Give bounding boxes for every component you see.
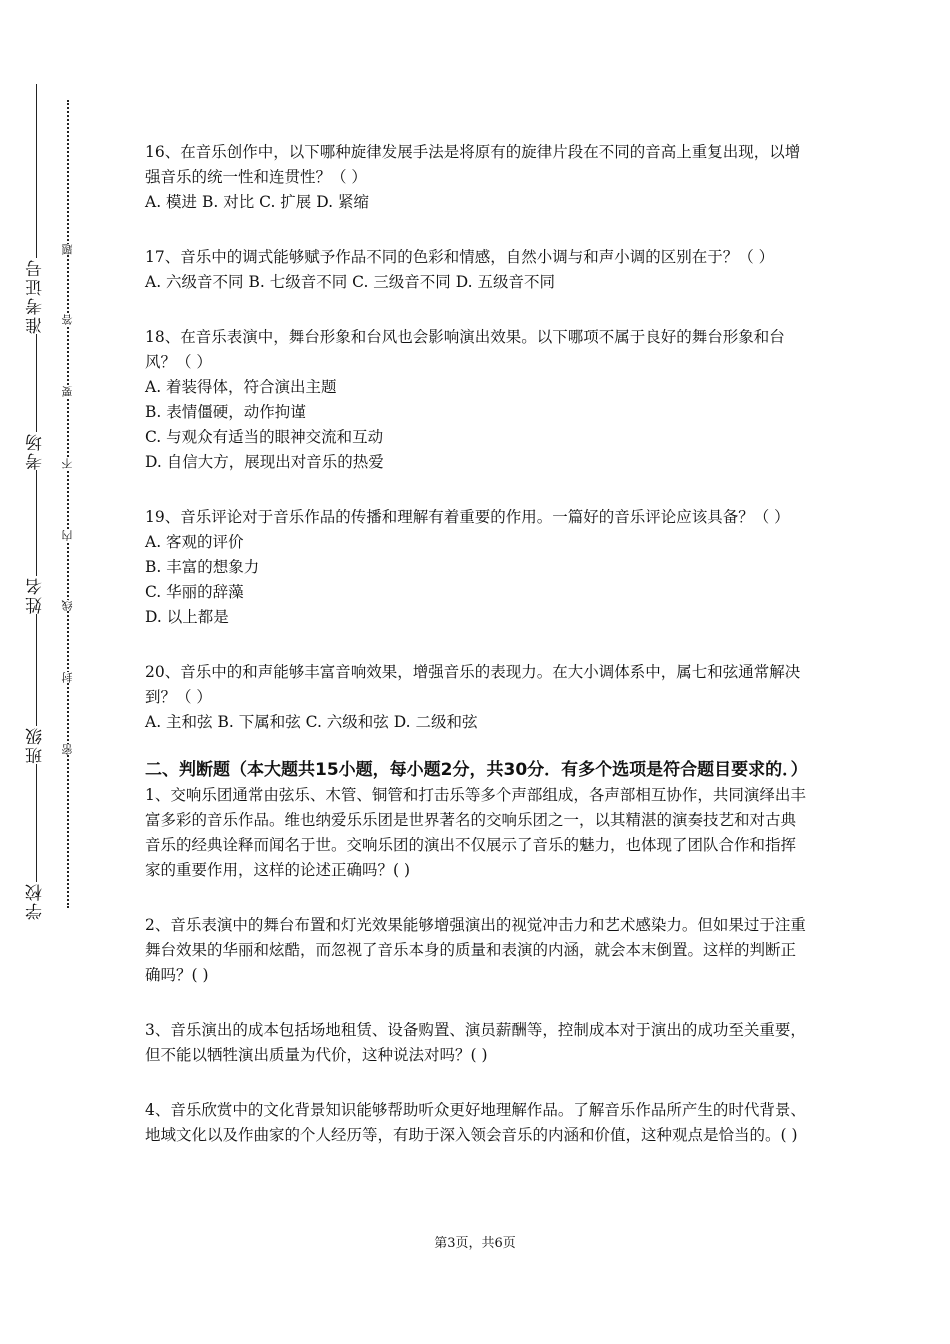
question-options: A. 模进 B. 对比 C. 扩展 D. 紧缩 [145, 193, 369, 211]
seal-char: 线 [59, 600, 77, 611]
seal-char: 题 [59, 244, 77, 255]
option-a: A. 客观的评价 [145, 533, 244, 551]
option-d: D. 自信大方，展现出对音乐的热爱 [145, 453, 384, 471]
seal-char: 不 [59, 458, 77, 469]
option-b: B. 丰富的想象力 [145, 558, 260, 576]
question-16 [145, 140, 810, 215]
judgment-item: 3、音乐演出的成本包括场地租赁、设备购置、演员薪酬等，控制成本对于演出的成功至关重要，但不能以牺牲演出质量为代价，这种说法对吗？( ) [145, 1021, 806, 1064]
binding-solid-line [36, 84, 37, 910]
question-20 [145, 660, 810, 735]
label-school: 学校 [22, 882, 50, 920]
question-17 [145, 245, 810, 295]
option-c: C. 与观众有适当的眼神交流和互动 [145, 428, 384, 446]
label-exam-number: 准考证号 [22, 258, 50, 334]
binding-dotted-line [67, 100, 69, 908]
question-options: A. 主和弦 B. 下属和弦 C. 六级和弦 D. 二级和弦 [145, 713, 478, 731]
exam-content [145, 140, 810, 1178]
label-exam-room: 考场 [22, 432, 50, 470]
question-18 [145, 325, 810, 475]
option-d: D. 以上都是 [145, 608, 229, 626]
question-stem: 19、音乐评论对于音乐作品的传播和理解有着重要的作用。一篇好的音乐评论应该具备？（ ） [145, 508, 790, 526]
question-stem: 17、音乐中的调式能够赋予作品不同的色彩和情感，自然小调与和声小调的区别在于？（ ） [145, 248, 775, 266]
seal-char: 要 [59, 386, 77, 397]
judgment-item: 4、音乐欣赏中的文化背景知识能够帮助听众更好地理解作品。了解音乐作品所产生的时代背景、地域文化以及作曲家的个人经历等，有助于深入领会音乐的内涵和价值，这种观点是恰当的。( ) [145, 1101, 806, 1144]
question-stem: 16、在音乐创作中，以下哪种旋律发展手法是将原有的旋律片段在不同的音高上重复出现，以增强音乐的统一性和连贯性？（ ） [145, 143, 801, 186]
label-name: 姓名 [22, 576, 50, 614]
option-a: A. 着装得体，符合演出主题 [145, 378, 337, 396]
seal-char: 答 [59, 314, 77, 325]
binding-margin [0, 0, 110, 1344]
page-number: 第3页，共6页 [434, 1236, 516, 1251]
question-19 [145, 505, 810, 630]
question-stem: 18、在音乐表演中，舞台形象和台风也会影响演出效果。以下哪项不属于良好的舞台形象和台风？（ ） [145, 328, 785, 371]
option-c: C. 华丽的辞藻 [145, 583, 244, 601]
section-title: 二、判断题（本大题共15小题，每小题2分，共30分．有多个选项是符合题目要求的．） [145, 760, 808, 780]
option-b: B. 表情僵硬，动作拘谨 [145, 403, 306, 421]
question-stem: 20、音乐中的和声能够丰富音响效果，增强音乐的表现力。在大小调体系中，属七和弦通常解决到？（ ） [145, 663, 801, 706]
question-options: A. 六级音不同 B. 七级音不同 C. 三级音不同 D. 五级音不同 [145, 273, 555, 291]
seal-char: 封 [59, 672, 77, 683]
label-class: 班级 [22, 726, 50, 764]
judgment-item: 2、音乐表演中的舞台布置和灯光效果能够增强演出的视觉冲击力和艺术感染力。但如果过于注重舞台效果的华丽和炫酷，而忽视了音乐本身的质量和表演的内涵，就会本末倒置。这样的判断正确吗？( ) [145, 916, 806, 984]
seal-char: 密 [59, 744, 77, 755]
seal-char: 内 [59, 530, 77, 541]
judgment-item: 1、交响乐团通常由弦乐、木管、铜管和打击乐等多个声部组成，各声部相互协作，共同演绎出丰富多彩的音乐作品。维也纳爱乐乐团是世界著名的交响乐团之一，以其精湛的演奏技艺和对古典音乐的经典诠释而闻名于世。交响乐团的演出不仅展示了音乐的魅力，也体现了团队合作和指挥家的重要作用，这样的论述正确吗？( ) [145, 786, 806, 879]
